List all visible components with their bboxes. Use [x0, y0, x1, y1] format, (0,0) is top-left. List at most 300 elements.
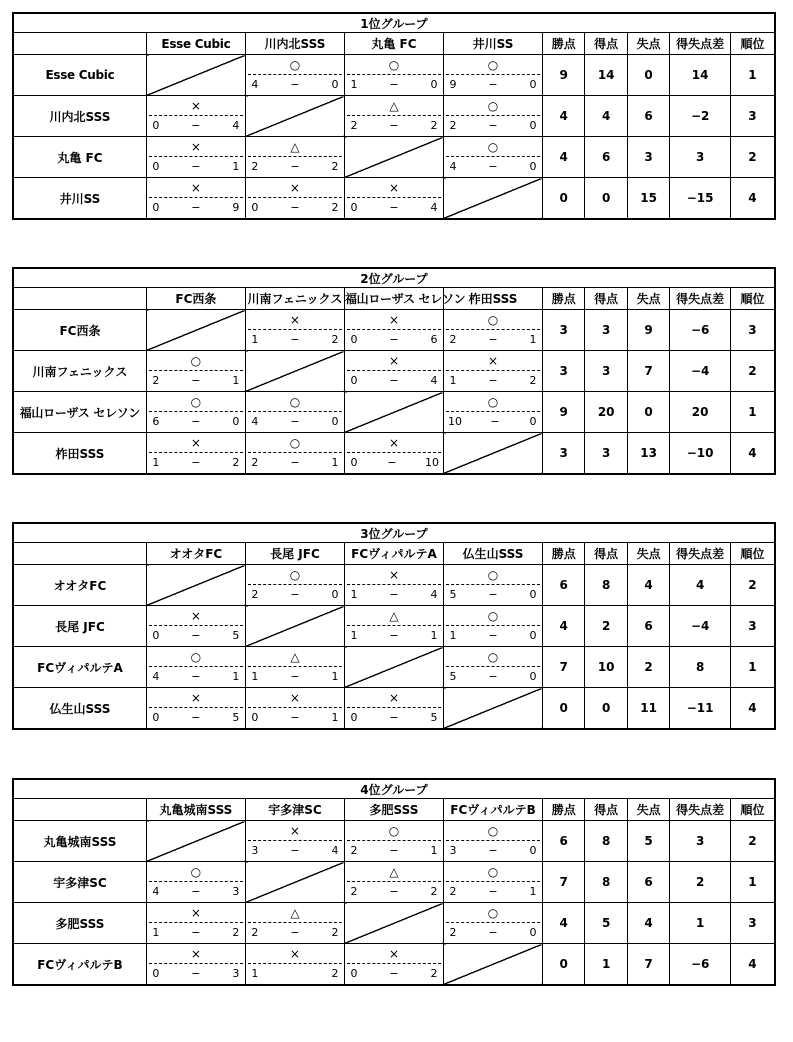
result-mark: ○ [487, 313, 499, 327]
score-part: 2 [251, 456, 259, 469]
match-result-cell [245, 903, 344, 944]
score-part: − [488, 629, 498, 642]
points-value: 4 [543, 137, 585, 178]
result-mark: △ [290, 906, 300, 920]
result-mark: × [190, 181, 201, 195]
column-header-gf: 得点 [585, 33, 627, 55]
goals-for-value: 8 [585, 862, 627, 903]
score-part: 2 [449, 885, 457, 898]
table-row [13, 821, 775, 862]
match-score [349, 78, 439, 92]
row-team-name: 宇多津SC [13, 862, 146, 903]
goal-diff-value: −10 [670, 433, 731, 475]
score-part: 2 [449, 119, 457, 132]
match-score [250, 160, 340, 174]
column-team-name: 井川SS [443, 33, 542, 55]
match-score [250, 670, 340, 684]
corner-cell [13, 799, 146, 821]
match-score [151, 415, 241, 429]
column-header-points: 勝点 [543, 288, 585, 310]
match-result-cell [443, 55, 542, 96]
table-row [13, 903, 775, 944]
result-mark: × [388, 947, 399, 961]
goal-diff-value: 2 [670, 862, 731, 903]
match-result-cell [443, 606, 542, 647]
match-score [151, 160, 241, 174]
score-part: − [290, 588, 300, 601]
row-team-name: 多肥SSS [13, 903, 146, 944]
score-part: 9 [449, 78, 457, 91]
goal-diff-value: −11 [670, 688, 731, 730]
match-result-cell [146, 862, 245, 903]
score-part: 0 [529, 78, 537, 91]
result-mark: ○ [190, 354, 202, 368]
match-score [448, 374, 538, 388]
score-part: 0 [232, 415, 240, 428]
dashed-divider [149, 881, 243, 882]
points-value: 3 [543, 433, 585, 475]
column-header-ga: 失点 [627, 799, 669, 821]
goals-against-value: 0 [627, 392, 669, 433]
match-score [448, 160, 538, 174]
points-value: 7 [543, 862, 585, 903]
dashed-divider [347, 370, 441, 371]
match-result-cell [344, 433, 443, 475]
rank-value: 1 [730, 862, 775, 903]
match-score [151, 670, 241, 684]
match-score [250, 844, 340, 858]
row-team-name: オオタFC [13, 565, 146, 606]
column-header-gf: 得点 [585, 543, 627, 565]
score-part: 2 [350, 885, 358, 898]
column-header-gd: 得失点差 [670, 799, 731, 821]
group-title: 1位グループ [13, 13, 775, 33]
result-mark: × [190, 947, 201, 961]
goals-for-value: 14 [585, 55, 627, 96]
score-part: 0 [430, 78, 438, 91]
match-result-cell [344, 821, 443, 862]
score-part: − [290, 844, 300, 857]
match-score [250, 333, 340, 347]
match-result-cell [245, 821, 344, 862]
score-part: − [389, 844, 399, 857]
goals-against-value: 11 [627, 688, 669, 730]
match-score [151, 456, 241, 470]
result-mark: × [190, 436, 201, 450]
score-part: − [389, 119, 399, 132]
points-value: 0 [543, 178, 585, 220]
rank-value: 4 [730, 433, 775, 475]
dashed-divider [248, 74, 342, 75]
result-mark: △ [290, 650, 300, 664]
match-score [250, 201, 340, 215]
score-part: − [488, 119, 498, 132]
column-header-rank: 順位 [730, 288, 775, 310]
rank-value: 3 [730, 310, 775, 351]
table-row [13, 944, 775, 986]
goals-against-value: 7 [627, 351, 669, 392]
goal-diff-value: 20 [670, 392, 731, 433]
column-header-gf: 得点 [585, 288, 627, 310]
column-team-name: オオタFC [146, 543, 245, 565]
score-part: 2 [331, 201, 339, 214]
score-part: 1 [251, 333, 259, 346]
score-part: 0 [529, 160, 537, 173]
goal-diff-value: 1 [670, 903, 731, 944]
match-result-cell [146, 392, 245, 433]
score-part: 2 [331, 967, 339, 980]
column-team-name: 丸亀城南SSS [146, 799, 245, 821]
dashed-divider [347, 452, 441, 453]
self-match-cell [245, 96, 344, 137]
column-header-points: 勝点 [543, 543, 585, 565]
score-part: 1 [331, 670, 339, 683]
goals-against-value: 15 [627, 178, 669, 220]
match-score [349, 374, 439, 388]
dashed-divider [446, 329, 540, 330]
score-part: 1 [350, 629, 358, 642]
self-match-cell [443, 688, 542, 730]
match-score [151, 711, 241, 725]
goal-diff-value: 8 [670, 647, 731, 688]
result-mark: ○ [487, 140, 499, 154]
match-result-cell [443, 565, 542, 606]
table-row [13, 137, 775, 178]
match-result-cell [146, 903, 245, 944]
points-value: 3 [543, 351, 585, 392]
score-part: 2 [529, 374, 537, 387]
goals-against-value: 3 [627, 137, 669, 178]
table-row [13, 178, 775, 220]
result-mark: ○ [190, 395, 202, 409]
column-header-rank: 順位 [730, 33, 775, 55]
score-part: 1 [232, 670, 240, 683]
score-part: 0 [331, 415, 339, 428]
group-table [12, 778, 776, 986]
match-result-cell [245, 392, 344, 433]
dashed-divider [446, 411, 540, 412]
row-team-name: 井川SS [13, 178, 146, 220]
score-part: − [290, 78, 300, 91]
score-part: − [389, 629, 399, 642]
match-result-cell [344, 351, 443, 392]
column-header-ga: 失点 [627, 543, 669, 565]
score-part: − [290, 456, 300, 469]
self-match-cell [443, 178, 542, 220]
dashed-divider [248, 584, 342, 585]
score-part: 9 [232, 201, 240, 214]
column-header-rank: 順位 [730, 799, 775, 821]
self-match-cell [146, 310, 245, 351]
row-team-name: 仏生山SSS [13, 688, 146, 730]
score-part: 1 [529, 885, 537, 898]
match-score [250, 711, 340, 725]
result-mark: ○ [487, 865, 499, 879]
goals-for-value: 3 [585, 433, 627, 475]
goal-diff-value: −4 [670, 606, 731, 647]
column-team-name: 福山ローザス セレソン [344, 288, 443, 310]
table-row [13, 310, 775, 351]
goal-diff-value: 3 [670, 821, 731, 862]
dashed-divider [347, 115, 441, 116]
dashed-divider [149, 707, 243, 708]
match-result-cell [245, 647, 344, 688]
dashed-divider [149, 963, 243, 964]
table-row [13, 392, 775, 433]
score-part: − [290, 670, 300, 683]
score-part: − [389, 201, 399, 214]
score-part: 0 [152, 967, 160, 980]
goal-diff-value: −6 [670, 310, 731, 351]
match-result-cell [443, 821, 542, 862]
match-score [349, 885, 439, 899]
match-result-cell [146, 351, 245, 392]
score-part: 0 [529, 588, 537, 601]
match-result-cell [146, 178, 245, 220]
score-part: 2 [430, 119, 438, 132]
match-result-cell [443, 392, 542, 433]
score-part: 5 [449, 588, 457, 601]
result-mark: × [388, 313, 399, 327]
score-part: 4 [152, 885, 160, 898]
match-score [349, 711, 439, 725]
row-team-name: 丸亀 FC [13, 137, 146, 178]
points-value: 4 [543, 903, 585, 944]
match-result-cell [344, 688, 443, 730]
match-result-cell [344, 96, 443, 137]
dashed-divider [446, 370, 540, 371]
goal-diff-value: 3 [670, 137, 731, 178]
match-score [448, 926, 538, 940]
corner-cell [13, 543, 146, 565]
score-part: 0 [529, 926, 537, 939]
score-part [290, 967, 300, 981]
score-part: 2 [251, 160, 259, 173]
rank-value: 4 [730, 688, 775, 730]
dashed-divider [347, 840, 441, 841]
result-mark: ○ [289, 568, 301, 582]
group-title: 3位グループ [13, 523, 775, 543]
dashed-divider [248, 329, 342, 330]
match-result-cell [443, 310, 542, 351]
score-part: 1 [529, 333, 537, 346]
column-team-name: FCヴィパルテB [443, 799, 542, 821]
score-part: 4 [331, 844, 339, 857]
self-match-cell [344, 903, 443, 944]
goal-diff-value: −6 [670, 944, 731, 986]
dashed-divider [446, 840, 540, 841]
score-part: 2 [331, 926, 339, 939]
goals-for-value: 1 [585, 944, 627, 986]
column-team-name: 宇多津SC [245, 799, 344, 821]
score-part: 0 [251, 201, 259, 214]
match-result-cell [443, 96, 542, 137]
score-part: 0 [350, 711, 358, 724]
corner-cell [13, 33, 146, 55]
result-mark: ○ [388, 824, 400, 838]
rank-value: 2 [730, 565, 775, 606]
result-mark: × [190, 99, 201, 113]
score-part: 10 [447, 415, 462, 428]
score-part: 5 [232, 629, 240, 642]
result-mark: △ [389, 609, 399, 623]
score-part: 0 [529, 119, 537, 132]
match-result-cell [245, 688, 344, 730]
goals-for-value: 10 [585, 647, 627, 688]
match-result-cell [344, 862, 443, 903]
score-part: 1 [350, 588, 358, 601]
result-mark: × [289, 181, 300, 195]
self-match-cell [146, 565, 245, 606]
score-part: − [191, 670, 201, 683]
score-part: 10 [424, 456, 439, 469]
dashed-divider [347, 963, 441, 964]
result-mark: × [388, 181, 399, 195]
score-part: 1 [251, 967, 259, 980]
result-mark: × [190, 140, 201, 154]
dashed-divider [446, 881, 540, 882]
match-result-cell [146, 606, 245, 647]
match-result-cell [146, 137, 245, 178]
score-part: 0 [331, 588, 339, 601]
match-score [448, 844, 538, 858]
score-part: − [290, 201, 300, 214]
score-part: 3 [449, 844, 457, 857]
dashed-divider [347, 707, 441, 708]
match-score [151, 201, 241, 215]
points-value: 0 [543, 944, 585, 986]
dashed-divider [446, 584, 540, 585]
match-result-cell [443, 351, 542, 392]
goals-against-value: 4 [627, 565, 669, 606]
match-score [151, 629, 241, 643]
score-part: − [488, 333, 498, 346]
self-match-cell [245, 351, 344, 392]
score-part: 6 [430, 333, 438, 346]
row-team-name: 福山ローザス セレソン [13, 392, 146, 433]
points-value: 0 [543, 688, 585, 730]
result-mark: × [388, 436, 399, 450]
group-title: 2位グループ [13, 268, 775, 288]
score-part: 0 [529, 670, 537, 683]
result-mark: × [190, 906, 201, 920]
match-score [349, 333, 439, 347]
match-score [151, 885, 241, 899]
column-team-name: 丸亀 FC [344, 33, 443, 55]
dashed-divider [149, 625, 243, 626]
match-score [349, 119, 439, 133]
column-team-name: Esse Cubic [146, 33, 245, 55]
group-table [12, 12, 776, 220]
score-part: 1 [251, 670, 259, 683]
goal-diff-value: 4 [670, 565, 731, 606]
goal-diff-value: 14 [670, 55, 731, 96]
score-part: − [488, 926, 498, 939]
score-part: − [191, 926, 201, 939]
self-match-cell [146, 55, 245, 96]
score-part: 5 [449, 670, 457, 683]
score-part: 2 [152, 374, 160, 387]
match-result-cell [344, 178, 443, 220]
score-part: 2 [430, 967, 438, 980]
dashed-divider [248, 156, 342, 157]
self-match-cell [344, 647, 443, 688]
dashed-divider [347, 584, 441, 585]
score-part: − [488, 78, 498, 91]
row-team-name: 丸亀城南SSS [13, 821, 146, 862]
score-part: 0 [350, 456, 358, 469]
match-result-cell [245, 55, 344, 96]
column-team-name: 仏生山SSS [443, 543, 542, 565]
dashed-divider [446, 922, 540, 923]
match-result-cell [344, 55, 443, 96]
match-score [448, 415, 538, 429]
group-table [12, 522, 776, 730]
points-value: 3 [543, 310, 585, 351]
dashed-divider [149, 370, 243, 371]
score-part: 1 [232, 160, 240, 173]
result-mark: ○ [289, 395, 301, 409]
goals-for-value: 0 [585, 178, 627, 220]
score-part: − [191, 374, 201, 387]
dashed-divider [446, 115, 540, 116]
goals-for-value: 0 [585, 688, 627, 730]
score-part: − [389, 78, 399, 91]
match-score [151, 967, 241, 981]
group-table [12, 267, 776, 475]
points-value: 7 [543, 647, 585, 688]
group-title: 4位グループ [13, 779, 775, 799]
dashed-divider [248, 452, 342, 453]
dashed-divider [347, 881, 441, 882]
match-result-cell [245, 178, 344, 220]
score-part: − [290, 160, 300, 173]
match-score [250, 78, 340, 92]
column-header-gf: 得点 [585, 799, 627, 821]
match-score [448, 78, 538, 92]
dashed-divider [248, 197, 342, 198]
score-part: − [290, 926, 300, 939]
row-team-name: FCヴィパルテB [13, 944, 146, 986]
row-team-name: FCヴィパルテA [13, 647, 146, 688]
score-part: − [290, 333, 300, 346]
score-part: 0 [152, 119, 160, 132]
points-value: 4 [543, 96, 585, 137]
match-score [250, 415, 340, 429]
goals-against-value: 6 [627, 862, 669, 903]
column-team-name: FC西条 [146, 288, 245, 310]
score-part: 1 [232, 374, 240, 387]
score-part: 4 [449, 160, 457, 173]
dashed-divider [149, 197, 243, 198]
column-header-points: 勝点 [543, 33, 585, 55]
result-mark: ○ [190, 865, 202, 879]
result-mark: × [388, 691, 399, 705]
score-part: 4 [430, 588, 438, 601]
score-part: 0 [350, 333, 358, 346]
goals-against-value: 2 [627, 647, 669, 688]
score-part: 2 [251, 588, 259, 601]
score-part: − [389, 967, 399, 980]
score-part: − [191, 711, 201, 724]
goals-for-value: 20 [585, 392, 627, 433]
match-score [448, 333, 538, 347]
dashed-divider [149, 452, 243, 453]
column-header-gd: 得失点差 [670, 288, 731, 310]
result-mark: ○ [487, 58, 499, 72]
score-part: 0 [152, 711, 160, 724]
result-mark: ○ [487, 609, 499, 623]
